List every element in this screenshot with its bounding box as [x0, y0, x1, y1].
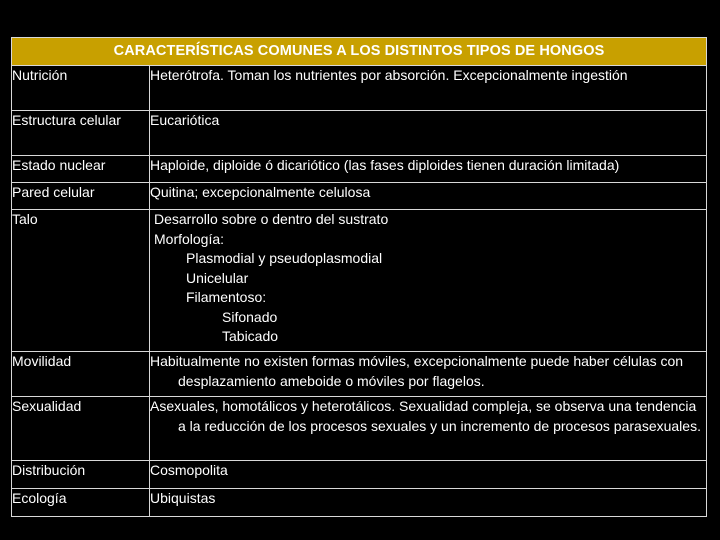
table-row-pared-celular [12, 183, 707, 210]
row-label: Ecología [12, 489, 150, 517]
row-label: Movilidad [12, 352, 150, 397]
table-row-sexualidad [12, 397, 707, 461]
talo-line: Filamentoso: [186, 289, 267, 305]
table-title: CARACTERÍSTICAS COMUNES A LOS DISTINTOS TIPOS DE HONGOS [12, 38, 707, 66]
talo-line: Sifonado [222, 308, 278, 325]
row-label: Estructura celular [12, 111, 150, 156]
talo-line: Desarrollo sobre o dentro del sustrato [154, 211, 389, 227]
row-value: Ubiquistas [150, 489, 707, 517]
table-row-nutricion [12, 66, 707, 111]
row-label: Distribución [12, 461, 150, 489]
row-value: Quitina; excepcionalmente celulosa [150, 183, 707, 210]
row-value: Heterótrofa. Toman los nutrientes por absorción. Excepcionalmente ingestión [150, 66, 707, 111]
talo-line: Tabicado [222, 328, 279, 344]
fungi-characteristics-table [11, 37, 707, 517]
table-row-estado-nuclear [12, 156, 707, 183]
row-label: Sexualidad [12, 397, 150, 461]
row-value: Cosmopolita [150, 461, 707, 489]
row-label: Pared celular [12, 183, 150, 210]
table-row-distribucion [12, 461, 707, 489]
row-label: Nutrición [12, 66, 150, 111]
row-value: Eucariótica [150, 111, 707, 156]
talo-line: Plasmodial y pseudoplasmodial [186, 250, 383, 266]
row-value [150, 210, 707, 352]
talo-line: Unicelular [186, 269, 249, 286]
table-row-ecologia [12, 489, 707, 517]
table-header-row [12, 38, 707, 66]
row-value: Asexuales, homotálicos y heterotálicos. Sexualidad compleja, se observa una tendencia a la reducción de los procesos sexuales y un incremento de procesos parasexuales. [150, 397, 707, 461]
row-label: Talo [12, 210, 150, 352]
row-label: Estado nuclear [12, 156, 150, 183]
table-row-estructura-celular [12, 111, 707, 156]
table-row-movilidad [12, 352, 707, 397]
talo-line: Morfología: [154, 230, 225, 247]
row-value: Habitualmente no existen formas móviles, excepcionalmente puede haber células con desplazamiento ameboide o móviles por flagelos. [150, 352, 707, 397]
row-value: Haploide, diploide ó dicariótico (las fases diploides tienen duración limitada) [150, 156, 707, 183]
table-row-talo [12, 210, 707, 352]
slide [11, 37, 706, 517]
